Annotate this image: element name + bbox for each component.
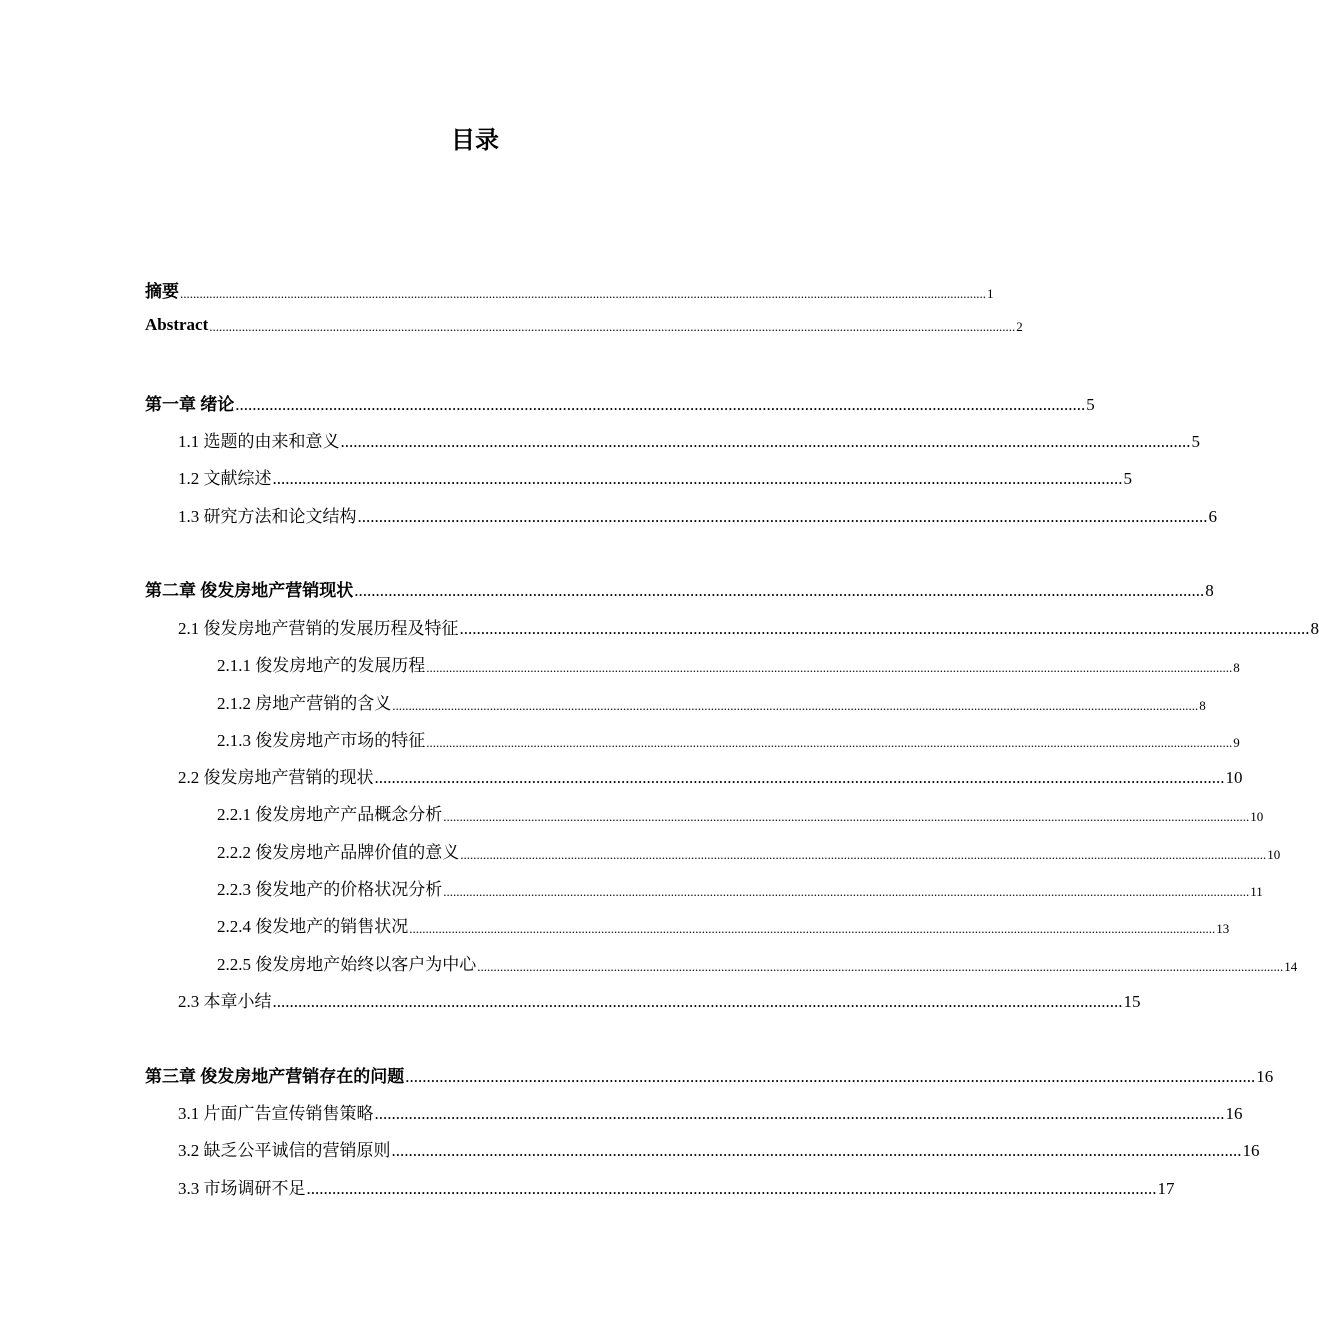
toc-title: 目录 [451, 126, 499, 154]
toc-entry-page: 13 [1216, 921, 1230, 936]
toc-entry-label: 3.1 片面广告宣传销售策略 [178, 1104, 374, 1123]
toc-leader-dots: ........................................................................................................................................................................................................ [354, 581, 1205, 600]
toc-leader-dots: ........................................................................................................................................................................................................ [306, 1179, 1157, 1198]
toc-entry[interactable] [217, 800, 1264, 825]
toc-entry-label: 2.1.1 俊发房地产的发展历程 [217, 656, 426, 675]
toc-leader-dots: ........................................................................................................................................................................................................................................................ [460, 847, 1267, 862]
toc-entry-page: 10 [1225, 768, 1243, 787]
toc-entry[interactable] [178, 1174, 1175, 1199]
toc-entry-label: 2.2.3 俊发地产的价格状况分析 [217, 880, 443, 899]
toc-entry-page: 10 [1250, 809, 1264, 824]
toc-entry-page: 10 [1267, 847, 1281, 862]
toc-entry-label: 2.2 俊发房地产营销的现状 [178, 768, 374, 787]
toc-leader-dots: ........................................................................................................................................................................................................ [459, 619, 1310, 638]
toc-entry-label: 1.3 研究方法和论文结构 [178, 507, 357, 526]
toc-entry-label: 第二章 俊发房地产营销现状 [145, 581, 354, 600]
toc-leader-dots: ........................................................................................................................................................................................................ [391, 1141, 1242, 1160]
toc-leader-dots: ........................................................................................................................................................................................................................................................ [477, 959, 1284, 974]
toc-entry-label: 2.1.2 房地产营销的含义 [217, 694, 392, 713]
toc-leader-dots: ........................................................................................................................................................................................................ [405, 1067, 1256, 1086]
toc-entry[interactable] [178, 502, 1217, 527]
toc-entry[interactable] [217, 875, 1263, 900]
toc-entry[interactable] [217, 950, 1298, 975]
toc-entry[interactable] [217, 651, 1240, 676]
toc-entry[interactable] [145, 576, 1214, 601]
toc-leader-dots: ........................................................................................................................................................................................................................................................ [426, 660, 1233, 675]
toc-entry-label: 2.1.3 俊发房地产市场的特征 [217, 731, 426, 750]
toc-entry-page: 1 [987, 286, 994, 301]
toc-leader-dots: ........................................................................................................................................................................................................................................................ [180, 286, 986, 301]
toc-entry-label: 2.2.2 俊发房地产品牌价值的意义 [217, 843, 460, 862]
toc-leader-dots: ........................................................................................................................................................................................................................................................ [409, 921, 1216, 936]
toc-entry[interactable] [178, 464, 1132, 489]
toc-entry-page: 16 [1225, 1104, 1243, 1123]
toc-entry-page: 9 [1233, 735, 1240, 750]
toc-entry-page: 5 [1086, 395, 1095, 414]
toc-entry-label: 1.1 选题的由来和意义 [178, 432, 340, 451]
toc-leader-dots: ........................................................................................................................................................................................................ [272, 992, 1123, 1011]
toc-entry[interactable] [178, 1099, 1243, 1124]
toc-entry[interactable] [217, 838, 1281, 863]
toc-entry[interactable] [145, 390, 1095, 415]
toc-entry[interactable] [217, 726, 1240, 751]
toc-entry-page: 16 [1256, 1067, 1274, 1086]
toc-entry-label: 2.2.4 俊发地产的销售状况 [217, 917, 409, 936]
toc-entry[interactable] [145, 1062, 1274, 1087]
toc-entry-label: 2.3 本章小结 [178, 992, 272, 1011]
toc-leader-dots: ........................................................................................................................................................................................................ [374, 768, 1225, 787]
toc-entry-page: 8 [1233, 660, 1240, 675]
toc-entry-page: 15 [1123, 992, 1141, 1011]
toc-entry-label: 摘要 [145, 282, 179, 301]
toc-entry-page: 17 [1157, 1179, 1175, 1198]
toc-entry[interactable] [178, 1136, 1260, 1161]
toc-entry-label: 第一章 绪论 [145, 395, 235, 414]
toc-leader-dots: ........................................................................................................................................................................................................................................................ [443, 809, 1250, 824]
toc-entry[interactable] [217, 912, 1230, 937]
toc-entry-label: 1.2 文献综述 [178, 469, 272, 488]
toc-entry[interactable] [178, 763, 1243, 788]
toc-entry-label: 2.2.5 俊发房地产始终以客户为中心 [217, 955, 477, 974]
toc-entry-page: 11 [1250, 884, 1263, 899]
toc-entry-label: Abstract [145, 315, 209, 334]
toc-entry-label: 2.2.1 俊发房地产产品概念分析 [217, 805, 443, 824]
toc-entry[interactable] [178, 614, 1319, 639]
toc-entry-page: 2 [1016, 319, 1023, 334]
toc-entry-page: 8 [1205, 581, 1214, 600]
toc-entry-page: 5 [1191, 432, 1200, 451]
toc-entry-page: 16 [1242, 1141, 1260, 1160]
toc-leader-dots: ........................................................................................................................................................................................................ [357, 507, 1208, 526]
toc-entry[interactable] [217, 689, 1206, 714]
toc-entry-page: 5 [1123, 469, 1132, 488]
toc-entry-page: 8 [1199, 698, 1206, 713]
toc-entry[interactable] [145, 315, 1023, 335]
toc-entry[interactable] [145, 277, 994, 302]
toc-entry-label: 3.2 缺乏公平诚信的营销原则 [178, 1141, 391, 1160]
toc-leader-dots: ........................................................................................................................................................................................................ [374, 1104, 1225, 1123]
toc-entry-label: 第三章 俊发房地产营销存在的问题 [145, 1067, 405, 1086]
toc-leader-dots: ........................................................................................................................................................................................................................................................ [426, 735, 1233, 750]
toc-entry-page: 6 [1208, 507, 1217, 526]
toc-entry-label: 3.3 市场调研不足 [178, 1179, 306, 1198]
toc-leader-dots: ........................................................................................................................................................................................................................................................ [392, 698, 1199, 713]
toc-entry[interactable] [178, 427, 1200, 452]
toc-leader-dots: ........................................................................................................................................................................................................ [235, 395, 1086, 414]
toc-entry[interactable] [178, 987, 1141, 1012]
toc-entry-label: 2.1 俊发房地产营销的发展历程及特征 [178, 619, 459, 638]
toc-leader-dots: ........................................................................................................................................................................................................ [340, 432, 1191, 451]
toc-leader-dots: ........................................................................................................................................................................................................................................................ [443, 884, 1250, 899]
toc-entry-page: 8 [1310, 619, 1319, 638]
toc-entry-page: 14 [1284, 959, 1298, 974]
toc-leader-dots: ........................................................................................................................................................................................................ [272, 469, 1123, 488]
toc-leader-dots: ........................................................................................................................................................................................................................................................ [209, 319, 1016, 334]
